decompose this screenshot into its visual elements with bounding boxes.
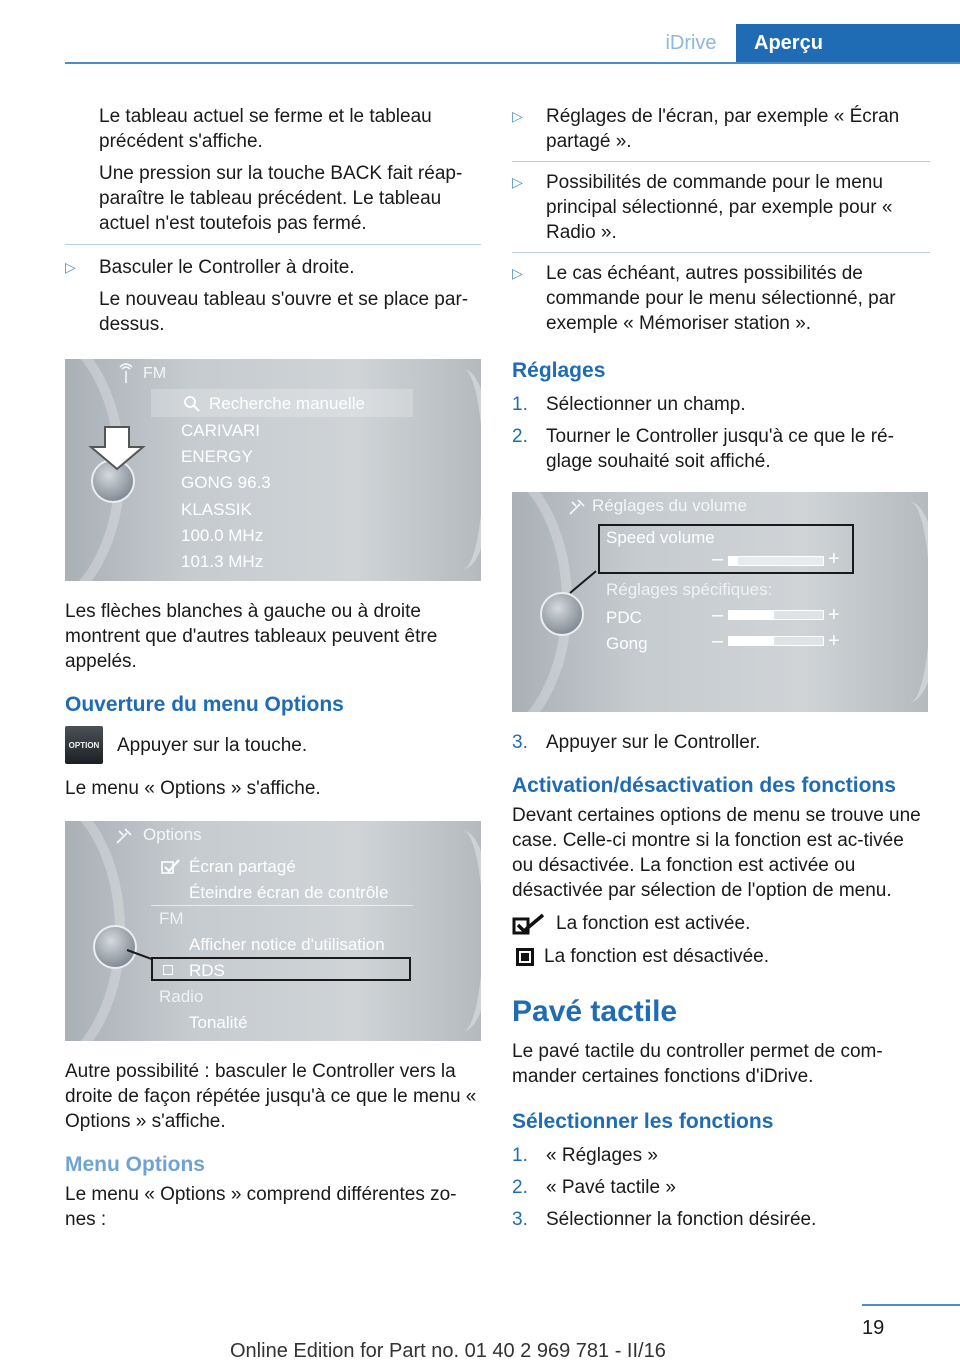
divider <box>65 244 481 245</box>
state-active-row: La fonction est activée. <box>512 911 930 936</box>
menu-item: CARIVARI <box>181 421 261 440</box>
menu-item: Tonalité <box>189 1013 248 1032</box>
menu-item: Afficher notice d'utilisation <box>189 935 385 954</box>
option-key-row <box>65 726 481 764</box>
menu-section: Radio <box>159 987 204 1006</box>
step-item: 3. Sélectionner la fonction désirée. <box>512 1209 817 1230</box>
paragraph: Le tableau actuel se ferme et le tableau précédent s'affiche. <box>99 106 432 152</box>
edition-line: Online Edition for Part no. 01 40 2 969 781 - II/16 <box>230 1340 666 1362</box>
triangle-bullet-icon: ▷ <box>512 174 523 190</box>
heading-select-functions: Sélectionner les fonctions <box>512 1110 774 1133</box>
page-number: 19 <box>862 1317 885 1339</box>
settings-tools-icon <box>113 825 135 847</box>
step-item: 2. « Pavé tactile » <box>512 1177 676 1198</box>
volume-slider <box>728 636 824 646</box>
footer-rule <box>862 1304 960 1306</box>
step-item: 1. « Réglages » <box>512 1145 658 1166</box>
screen-title: FM <box>143 365 167 382</box>
settings-tools-icon <box>566 496 588 518</box>
header-section-tab: iDrive <box>665 32 717 54</box>
down-arrow-icon <box>87 425 147 471</box>
paragraph: Le menu « Options » s'affiche. <box>65 778 321 799</box>
menu-item: Éteindre écran de contrôle <box>189 883 389 902</box>
screen-volume <box>512 492 928 712</box>
state-inactive-row: La fonction est désactivée. <box>512 944 930 969</box>
header-chapter-tab: Aperçu <box>736 24 960 62</box>
section-label: Réglages spécifiques: <box>606 580 773 599</box>
menu-item: RDS <box>189 961 225 980</box>
heading-activation: Activation/désactivation des fonctions <box>512 774 896 797</box>
heading-pave-tactile: Pavé tactile <box>512 995 678 1028</box>
menu-item: 101.3 MHz <box>181 552 264 571</box>
menu-section: FM <box>159 909 184 928</box>
screen-options <box>65 821 481 1041</box>
volume-slider <box>728 556 824 566</box>
antenna-icon <box>115 363 137 385</box>
controller-knob-icon <box>540 592 584 636</box>
paragraph: Le pavé tactile du controller permet de com-mander certaines fonctions d'iDrive. <box>512 1041 883 1087</box>
heading-options: Ouverture du menu Options <box>65 693 344 716</box>
right-column <box>512 104 930 1239</box>
minus-icon: – <box>712 604 724 626</box>
triangle-bullet-icon: ▷ <box>512 265 523 281</box>
step-item: 2. Tourner le Controller jusqu'à ce que le ré-glage souhaité soit affiché. <box>512 426 894 472</box>
menu-item: GONG 96.3 <box>181 473 271 492</box>
left-column <box>65 104 481 1239</box>
step-item: 1. Sélectionner un champ. <box>512 394 746 415</box>
header-rule <box>65 62 960 64</box>
heading-menu-options: Menu Options <box>65 1153 205 1176</box>
setting-label: Speed volume <box>606 528 715 547</box>
checkbox-checked-icon <box>512 913 546 935</box>
controller-knob-icon <box>93 925 137 969</box>
minus-icon: – <box>712 548 724 570</box>
screen-title: Options <box>143 825 202 844</box>
heading-reglages: Réglages <box>512 359 606 382</box>
menu-item: 100.0 MHz <box>181 526 264 545</box>
plus-icon: + <box>828 630 840 652</box>
paragraph: Autre possibilité : basculer le Controller vers la droite de façon répétée jusqu'à ce que le menu « Options » s'affiche. <box>65 1061 477 1132</box>
checkbox-checked-icon <box>161 859 181 875</box>
paragraph: Devant certaines options de menu se trouve une case. Celle-ci montre si la fonction est ac-tivée ou désactivée. La fonction est activée ou désactivée par sélection de l'option de menu. <box>512 805 921 901</box>
menu-item: ENERGY <box>181 447 253 466</box>
option-text: Appuyer sur la touche. <box>117 734 308 756</box>
setting-label: Gong <box>606 634 648 653</box>
paragraph: Les flèches blanches à gauche ou à droite montrent que d'autres tableaux peuvent être appelés. <box>65 601 438 672</box>
step-item: 3. Appuyer sur le Controller. <box>512 732 761 753</box>
volume-slider <box>728 610 824 620</box>
menu-item: Écran partagé <box>189 857 296 876</box>
triangle-bullet-icon: ▷ <box>512 108 523 124</box>
plus-icon: + <box>828 604 840 626</box>
paragraph: Une pression sur la touche BACK fait réap-paraître le tableau précédent. Le tableau actuel n'est toutefois pas fermé. <box>99 163 463 234</box>
option-button-icon: OPTION <box>65 726 103 764</box>
menu-item: KLASSIK <box>181 500 252 519</box>
checkbox-empty-icon <box>516 948 534 966</box>
paragraph: Le nouveau tableau s'ouvre et se place par-dessus. <box>99 289 469 335</box>
list-item: ▷ Le cas échéant, autres possibilités de commande pour le menu sélectionné, par exemple « Mémoriser station ». <box>512 263 896 334</box>
plus-icon: + <box>828 548 840 570</box>
checkbox-empty-icon <box>163 965 173 975</box>
triangle-bullet-icon: ▷ <box>65 259 76 275</box>
screen-fm <box>65 359 481 581</box>
search-icon <box>183 395 201 413</box>
list-item: ▷ Basculer le Controller à droite. <box>65 257 355 278</box>
minus-icon: – <box>712 630 724 652</box>
setting-label: PDC <box>606 608 642 627</box>
screen-title: Réglages du volume <box>592 496 747 515</box>
list-item: ▷ Possibilités de commande pour le menu principal sélectionné, par exemple pour « Radio ». <box>512 172 893 243</box>
paragraph: Le menu « Options » comprend différentes zo-nes : <box>65 1184 457 1230</box>
list-item: ▷ Réglages de l'écran, par exemple « Écran partagé ». <box>512 106 900 152</box>
menu-item: Recherche manuelle <box>209 394 365 413</box>
